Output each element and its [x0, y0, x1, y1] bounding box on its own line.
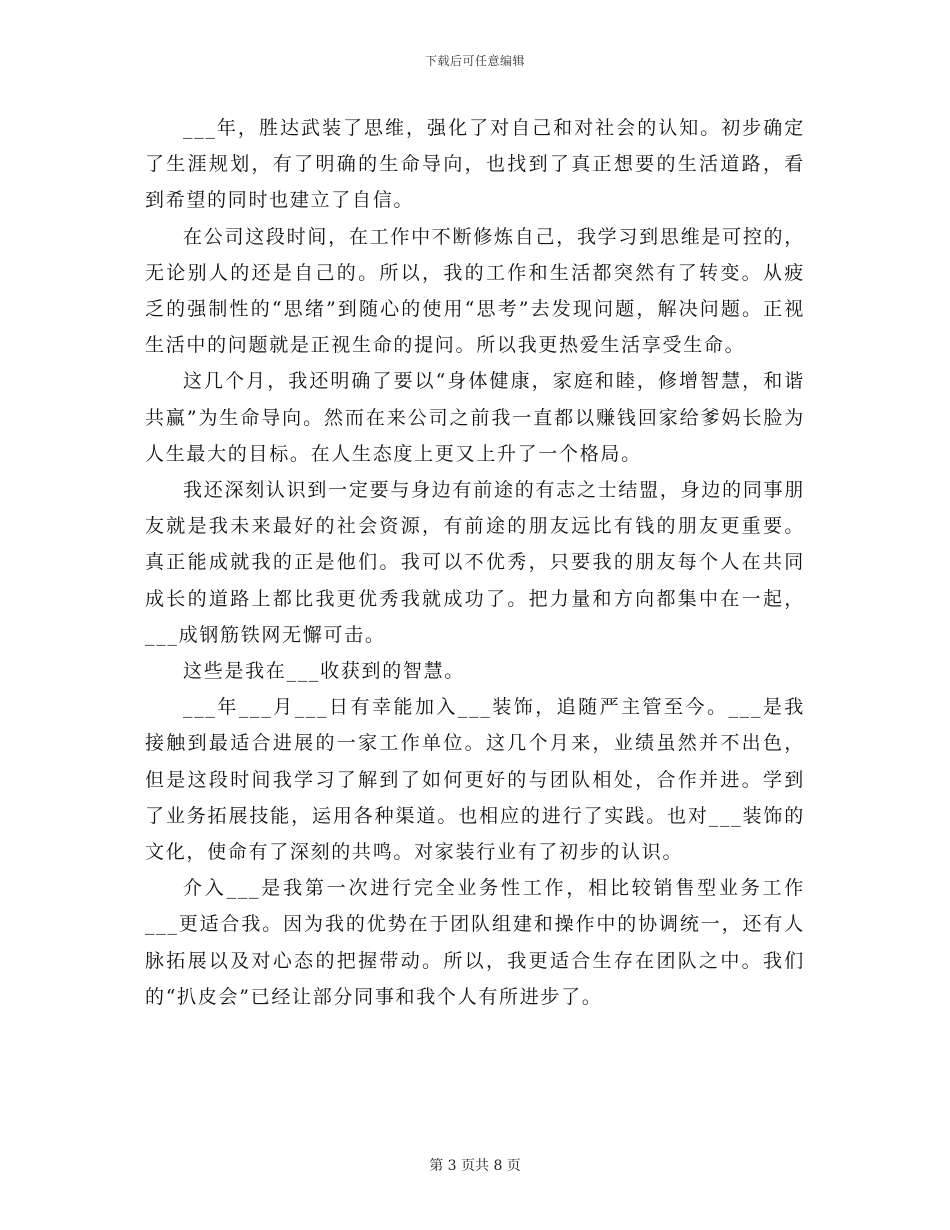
page-header: 下载后可任意编辑	[424, 54, 525, 68]
paragraph-5: 这些是我在___收获到的智慧。	[183, 660, 466, 683]
paragraph-1: ___年，胜达武装了思维，强化了对自己和对社会的认知。初步确定了生涯规划，有了明确的生命导向，也找到了真正想要的生活道路，看到希望的同时也建立了自信。	[145, 117, 805, 212]
page-footer: 第 3 页共 8 页	[429, 1158, 521, 1174]
document-body	[145, 110, 805, 1015]
paragraph-6: ___年___月___日有幸能加入___装饰，追随严主管至今。___是我接触到最适合进展的一家工作单位。这几个月来，业绩虽然并不出色，但是这段时间我学习了解到了如何更好的与团队相处，合作并进。学到了业务拓展技能，运用各种渠道。也相应的进行了实践。也对___装饰的文化，使命有了深刻的共鸣。对家装行业有了初步的认识。	[145, 696, 805, 864]
paragraph-4: 我还深刻认识到一定要与身边有前途的有志之士结盟，身边的同事朋友就是我未来最好的社会资源，有前途的朋友远比有钱的朋友更重要。真正能成就我的正是他们。我可以不优秀，只要我的朋友每个人在共同成长的道路上都比我更优秀我就成功了。把力量和方向都集中在一起，___成钢筋铁网无懈可击。	[145, 479, 805, 646]
paragraph-7: 介入___是我第一次进行完全业务性工作，相比较销售型业务工作___更适合我。因为我的优势在于团队组建和操作中的协调统一，还有人脉拓展以及对心态的把握带动。所以，我更适合生存在团队之中。我们的“扒皮会”已经让部分同事和我个人有所进步了。	[145, 877, 805, 1008]
paragraph-2: 在公司这段时间，在工作中不断修炼自己，我学习到思维是可控的，无论别人的还是自己的。所以，我的工作和生活都突然有了转变。从疲乏的强制性的“思绪”到随心的使用“思考”去发现问题，解决问题。正视生活中的问题就是正视生命的提问。所以我更热爱生活享受生命。	[145, 225, 805, 357]
paragraph-3: 这几个月，我还明确了要以“身体健康，家庭和睦，修增智慧，和谐共赢”为生命导向。然而在来公司之前我一直都以赚钱回家给爹妈长脸为人生最大的目标。在人生态度上更又上升了一个格局。	[145, 370, 805, 465]
